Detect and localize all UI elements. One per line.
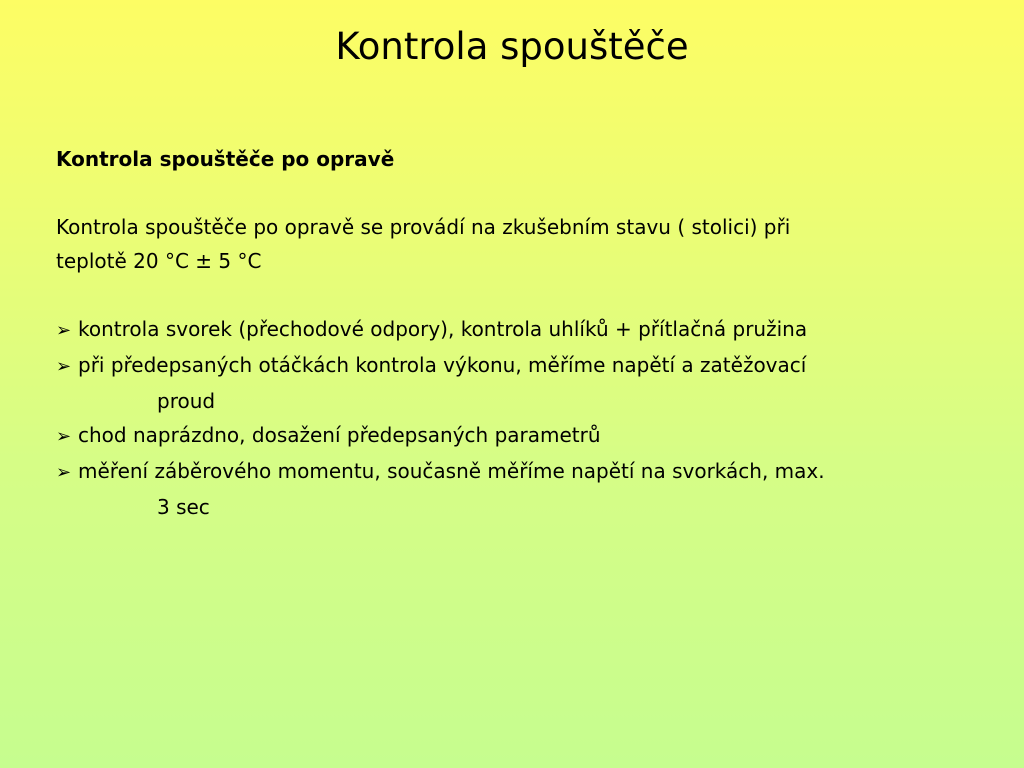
- spacer: [56, 176, 956, 210]
- bullet-text: měření záběrového momentu, současně měříme napětí na svorkách, max.: [78, 459, 825, 483]
- bullet-item: [56, 418, 956, 454]
- bullet-item: [56, 454, 956, 524]
- intro-line-2: teplotě 20 °C ± 5 °C: [56, 249, 262, 273]
- intro-paragraph: [56, 210, 956, 278]
- arrow-bullet-icon: ➢: [56, 356, 72, 377]
- spacer: [56, 278, 956, 312]
- bullet-text: chod naprázdno, dosažení předepsaných parametrů: [78, 423, 601, 447]
- slide-content: [56, 142, 956, 524]
- arrow-bullet-icon: ➢: [56, 320, 72, 341]
- bullet-list: [56, 312, 956, 524]
- arrow-bullet-icon: ➢: [56, 462, 72, 483]
- bullet-text: při předepsaných otáčkách kontrola výkonu, měříme napětí a zatěžovací: [78, 353, 807, 377]
- bullet-continuation: 3 sec: [157, 495, 210, 519]
- slide-title: Kontrola spouštěče: [335, 25, 689, 68]
- intro-line-1: Kontrola spouštěče po opravě se provádí na zkušebním stavu ( stolici) při: [56, 215, 791, 239]
- arrow-bullet-icon: ➢: [56, 426, 72, 447]
- bullet-item: [56, 348, 956, 418]
- bullet-continuation: proud: [157, 389, 216, 413]
- subheading: Kontrola spouštěče po opravě: [56, 147, 395, 171]
- bullet-item: [56, 312, 956, 348]
- bullet-text: kontrola svorek (přechodové odpory), kontrola uhlíků + přítlačná pružina: [78, 317, 808, 341]
